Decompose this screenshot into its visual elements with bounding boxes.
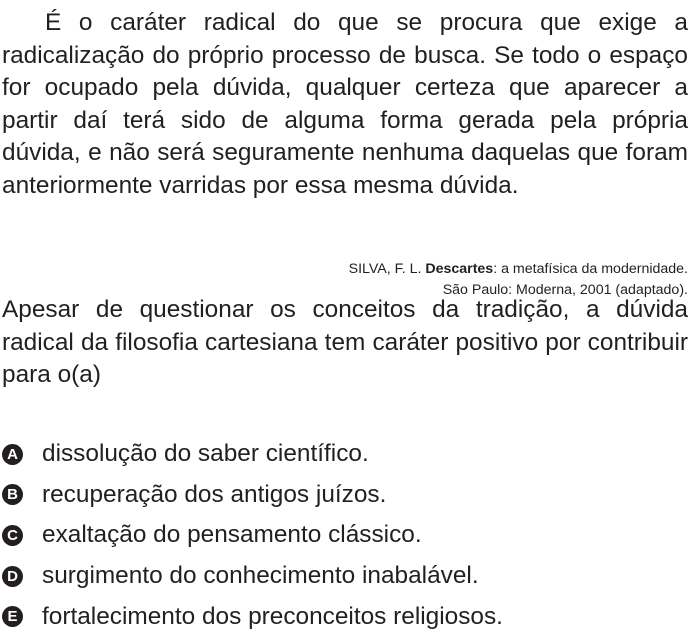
- option-e-text: fortalecimento dos preconceitos religiosos.: [42, 602, 503, 630]
- option-d[interactable]: [2, 556, 692, 597]
- option-e-letter-icon: E: [2, 606, 23, 627]
- answer-options: [2, 434, 692, 637]
- citation-line-1: [88, 259, 688, 280]
- citation-author: SILVA, F. L.: [348, 261, 426, 277]
- option-b-letter-icon: B: [2, 484, 23, 505]
- option-b-text: recuperação dos antigos juízos.: [42, 480, 387, 508]
- question-stem: Apesar de questionar os conceitos da tradição, a dúvida radical da filosofia cartesiana tem caráter positivo por contribuir para o(a): [2, 296, 688, 388]
- passage-text: É o caráter radical do que se procura que exige a radicalização do próprio processo de busca. Se todo o espaço for ocupado pela dúvida, qualquer certeza que aparecer a partir daí terá sido de alguma forma gerada pela própria dúvida, e não será seguramente nenhuma daquelas que foram anteriormente varridas por essa mesma dúvida.: [2, 9, 688, 199]
- option-c-letter-icon: C: [2, 525, 23, 546]
- option-d-letter-icon: D: [2, 566, 23, 587]
- option-a[interactable]: [2, 434, 692, 475]
- option-d-text: surgimento do conhecimento inabalável.: [42, 562, 479, 590]
- option-a-letter-icon: A: [2, 444, 23, 465]
- option-c-text: exaltação do pensamento clássico.: [42, 521, 422, 549]
- citation-subtitle: : a metafísica da modernidade.: [493, 261, 688, 277]
- option-e[interactable]: [2, 596, 692, 637]
- option-b[interactable]: [2, 475, 692, 516]
- citation-publisher: São Paulo: Moderna, 2001 (adaptado).: [442, 282, 688, 298]
- option-a-text: dissolução do saber científico.: [42, 440, 369, 468]
- option-c[interactable]: [2, 515, 692, 556]
- citation-title: Descartes: [425, 261, 494, 277]
